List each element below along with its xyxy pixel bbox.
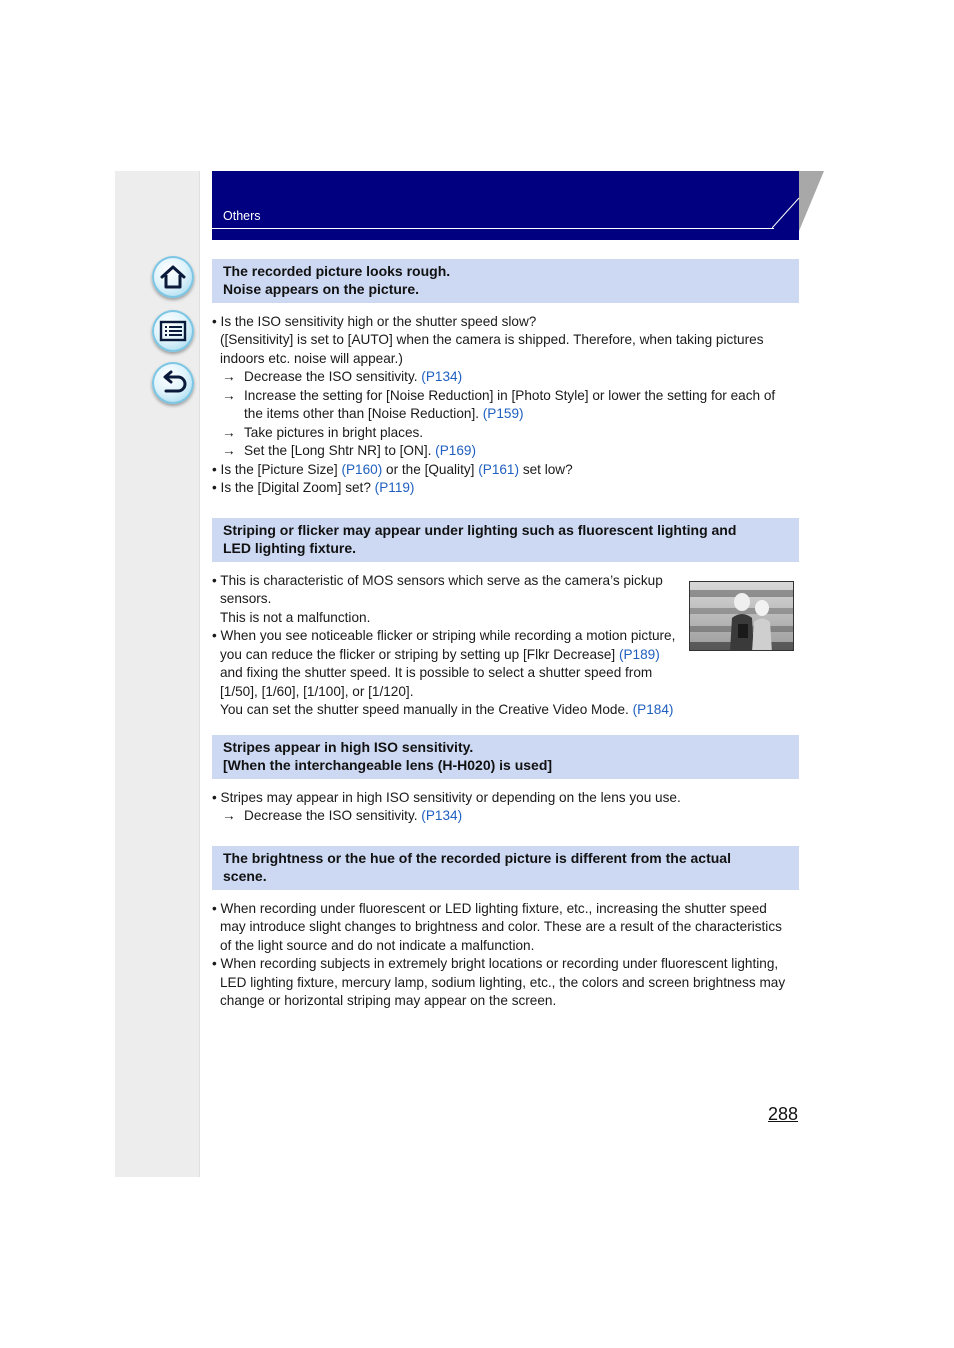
page-link[interactable]: (P134): [421, 369, 463, 384]
page-link[interactable]: (P189): [618, 647, 660, 662]
question-title-line: [When the interchangeable lens (H-H020) is used]: [223, 757, 553, 773]
body-text: LED lighting fixture, mercury lamp, sodium lighting, etc., the colors and screen brightness may: [220, 975, 786, 990]
page-link[interactable]: (P161): [478, 462, 520, 477]
arrow-glyph: →: [222, 425, 236, 440]
body-text: of the light source and do not indicate a malfunction.: [220, 938, 535, 953]
body-line: [220, 646, 660, 664]
question-title-line: Stripes appear in high ISO sensitivity.: [223, 739, 474, 755]
back-icon: [158, 368, 188, 398]
section-label: Others: [223, 209, 261, 223]
body-text: may introduce slight changes to brightness and color. These are a result of the characteristics: [220, 919, 782, 934]
question-box-stripes: [212, 735, 799, 779]
page-link[interactable]: (P119): [374, 480, 415, 495]
question-title-line: Striping or flicker may appear under lighting such as fluorescent lighting and: [223, 522, 737, 538]
bullet-text: • When recording under fluorescent or LED lighting fixture, etc., increasing the shutter speed: [212, 901, 767, 916]
question-box-flicker: [212, 518, 799, 562]
home-icon: [158, 262, 188, 292]
answer-line: [244, 368, 462, 386]
page-link[interactable]: (P169): [435, 443, 476, 458]
arrow-glyph: →: [222, 443, 236, 458]
body-text: change or horizontal striping may appear on the screen.: [220, 993, 557, 1008]
body-text: and fixing the shutter speed. It is possible to select a shutter speed from: [220, 665, 653, 680]
question-box-noise: [212, 259, 799, 303]
page-number: 288: [768, 1104, 799, 1124]
question-title-line: LED lighting fixture.: [223, 540, 356, 556]
arrow-glyph: →: [222, 369, 236, 384]
bullet-text: or the [Quality]: [386, 462, 475, 477]
arrow-glyph: →: [222, 388, 236, 403]
answer-text: Decrease the ISO sensitivity.: [244, 808, 418, 823]
question-title-line: The recorded picture looks rough.: [223, 263, 451, 279]
page-link[interactable]: (P134): [421, 808, 463, 823]
bullet-line: [212, 461, 573, 479]
menu-list-icon: [158, 316, 188, 346]
header-rule: [212, 228, 774, 229]
section-header: [212, 171, 799, 240]
bullet-text: • When you see noticeable flicker or striping while recording a motion picture,: [212, 628, 676, 643]
answer-text: the items other than [Noise Reduction].: [244, 406, 479, 421]
answer-text: Take pictures in bright places.: [244, 425, 424, 440]
bullet-text: • When recording subjects in extremely bright locations or recording under fluorescent lighting,: [212, 956, 779, 971]
answer-text: Set the [Long Shtr NR] to [ON].: [244, 443, 432, 458]
bullet-text: • Is the ISO sensitivity high or the shutter speed slow?: [212, 314, 537, 329]
body-text: You can set the shutter speed manually in the Creative Video Mode.: [220, 702, 629, 717]
bullet-text: • Is the [Picture Size]: [212, 462, 338, 477]
answer-line: [244, 405, 524, 423]
body-text: [1/50], [1/60], [1/100], or [1/120].: [220, 684, 414, 699]
bullet-text: set low?: [522, 462, 573, 477]
home-button[interactable]: [152, 256, 194, 298]
answer-text: Increase the setting for [Noise Reduction] in [Photo Style] or lower the setting for each of: [244, 388, 776, 403]
question-title-line: scene.: [223, 868, 267, 884]
page-link[interactable]: (P160): [341, 462, 383, 477]
question-box-brightness: [212, 846, 799, 890]
bullet-line: [212, 479, 414, 497]
page-link[interactable]: (P184): [632, 702, 674, 717]
body-text: sensors.: [220, 591, 272, 606]
bullet-text: • This is characteristic of MOS sensors which serve as the camera’s pickup: [212, 573, 663, 588]
striped-photo-illustration: [690, 582, 794, 651]
bullet-text: • Stripes may appear in high ISO sensitivity or depending on the lens you use.: [212, 790, 681, 805]
question-title-line: The brightness or the hue of the recorded picture is different from the actual: [223, 850, 731, 866]
header-corner-decoration: [772, 171, 824, 231]
question-title-line: Noise appears on the picture.: [223, 281, 420, 297]
page-link[interactable]: (P159): [482, 406, 524, 421]
bullet-text: • Is the [Digital Zoom] set?: [212, 480, 371, 495]
body-text: indoors etc. noise will appear.): [220, 351, 403, 366]
body-text: This is not a malfunction.: [220, 610, 371, 625]
arrow-glyph: →: [222, 808, 236, 823]
answer-line: [244, 442, 476, 460]
back-button[interactable]: [152, 362, 194, 404]
body-line: [220, 701, 673, 719]
answer-text: Decrease the ISO sensitivity.: [244, 369, 418, 384]
menu-button[interactable]: [152, 310, 194, 352]
flicker-example-photo: [689, 581, 794, 651]
answer-line: [244, 807, 462, 825]
body-text: ([Sensitivity] is set to [AUTO] when the camera is shipped. Therefore, when taking pictures: [220, 332, 764, 347]
body-text: you can reduce the flicker or striping by setting up [Flkr Decrease]: [220, 647, 616, 662]
